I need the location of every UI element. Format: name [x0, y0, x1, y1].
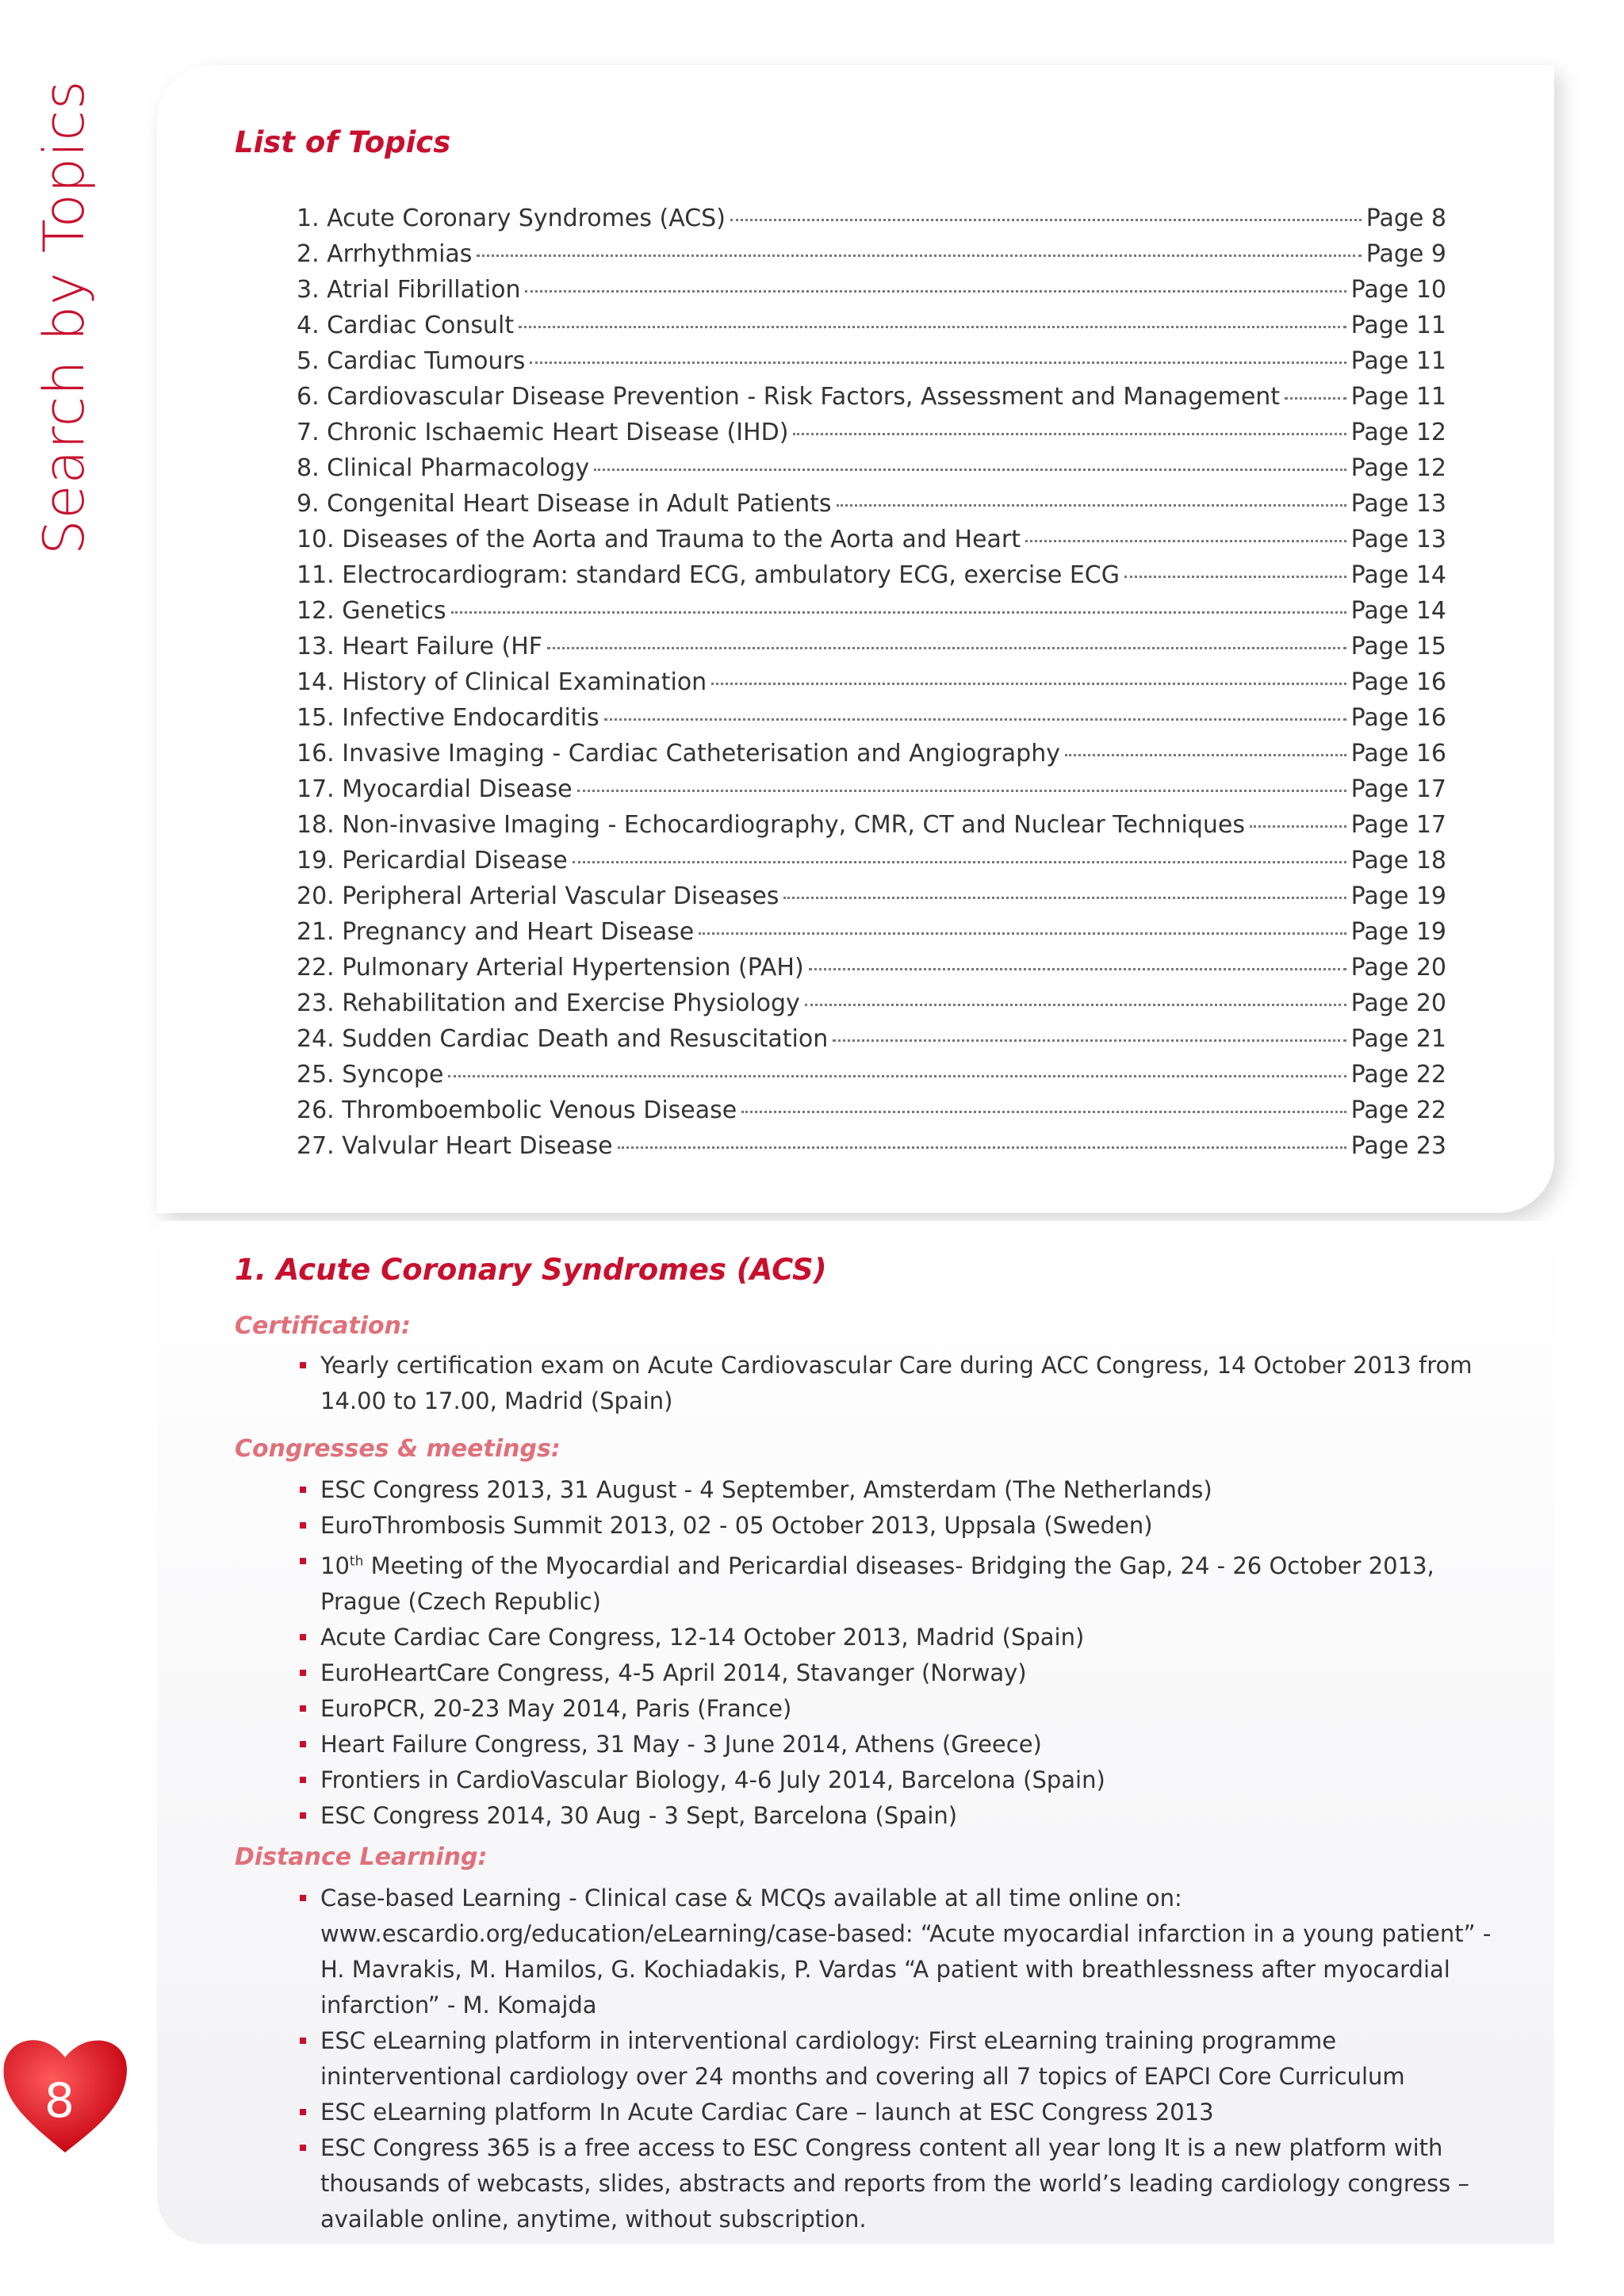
toc-leader — [573, 861, 1346, 863]
toc-leader — [547, 647, 1346, 649]
toc-leader — [793, 433, 1346, 435]
list-item-text: ESC Congress 2014, 30 Aug - 3 Sept, Barcelona (Spain) — [320, 1801, 958, 1829]
toc-item[interactable] — [297, 740, 1446, 775]
list-item — [300, 1881, 1513, 2023]
toc-leader — [699, 932, 1346, 935]
toc-page: Page 11 — [1350, 383, 1446, 411]
toc-item[interactable] — [297, 633, 1446, 668]
toc-label: 27. Valvular Heart Disease — [297, 1132, 613, 1160]
toc-label: 13. Heart Failure (HF — [297, 633, 543, 660]
toc-item[interactable] — [297, 561, 1446, 597]
toc-item[interactable] — [297, 1132, 1446, 1168]
toc-item[interactable] — [297, 240, 1446, 276]
toc-leader — [1065, 754, 1346, 756]
toc-list — [297, 205, 1446, 1168]
toc-page: Page 18 — [1350, 847, 1446, 874]
toc-item[interactable] — [297, 704, 1446, 740]
toc-page: Page 12 — [1350, 419, 1446, 446]
toc-item[interactable] — [297, 1096, 1446, 1132]
list-item — [300, 1348, 1513, 1419]
toc-leader — [530, 362, 1346, 364]
toc-label: 3. Atrial Fibrillation — [297, 276, 521, 304]
toc-page: Page 22 — [1350, 1096, 1446, 1124]
list-item — [300, 1655, 1513, 1691]
distance-learning-heading: Distance Learning: — [235, 1843, 488, 1871]
list-item — [300, 1691, 1513, 1727]
toc-item[interactable] — [297, 419, 1446, 454]
list-item — [300, 1508, 1513, 1544]
toc-label: 8. Clinical Pharmacology — [297, 454, 590, 482]
toc-page: Page 12 — [1350, 454, 1446, 482]
toc-leader — [1025, 540, 1346, 542]
toc-leader — [519, 326, 1346, 328]
toc-label: 4. Cardiac Consult — [297, 312, 515, 339]
toc-label: 6. Cardiovascular Disease Prevention - Risk Factors, Assessment and Management — [297, 383, 1281, 411]
list-item-text: ESC eLearning platform In Acute Cardiac Care – launch at ESC Congress 2013 — [320, 2099, 1214, 2126]
toc-page: Page 11 — [1350, 312, 1446, 339]
toc-label: 19. Pericardial Disease — [297, 847, 568, 874]
toc-page: Page 16 — [1350, 704, 1446, 732]
toc-item[interactable] — [297, 989, 1446, 1025]
list-item-text: ESC eLearning platform in interventional cardiology: First eLearning training programme ininterventional cardiology over 24 months and covering all 7 topics of EAPCI Core Curriculum — [320, 2027, 1405, 2090]
list-item — [300, 2095, 1513, 2130]
list-item — [300, 1472, 1513, 1508]
toc-label: 10. Diseases of the Aorta and Trauma to the Aorta and Heart — [297, 526, 1021, 553]
toc-item[interactable] — [297, 526, 1446, 561]
certification-heading: Certification: — [235, 1312, 412, 1340]
meeting-text: Meeting of the Myocardial and Pericardial diseases- Bridging the Gap, 24 - 26 October 2013, Prague (Czech Republic) — [320, 1552, 1434, 1615]
toc-label: 18. Non-invasive Imaging - Echocardiography, CMR, CT and Nuclear Techniques — [297, 811, 1245, 839]
list-item — [300, 1544, 1513, 1620]
meeting-number: 10 — [320, 1552, 350, 1579]
toc-leader — [525, 290, 1346, 293]
list-item-text: EuroHeartCare Congress, 4-5 April 2014, Stavanger (Norway) — [320, 1659, 1027, 1686]
toc-item[interactable] — [297, 347, 1446, 383]
toc-item[interactable] — [297, 811, 1446, 847]
toc-page: Page 23 — [1350, 1132, 1446, 1160]
toc-leader — [477, 254, 1361, 257]
side-title: Search by Topics — [32, 79, 97, 555]
toc-leader — [448, 1075, 1346, 1077]
toc-label: 9. Congenital Heart Disease in Adult Patients — [297, 490, 832, 518]
list-item — [300, 1798, 1513, 1834]
toc-page: Page 14 — [1350, 597, 1446, 625]
toc-page: Page 19 — [1350, 918, 1446, 946]
distance-learning-list — [300, 1881, 1513, 2237]
list-item-text: Yearly certification exam on Acute Cardiovascular Care during ACC Congress, 14 October 2013 from 14.00 to 17.00, Madrid (Spain) — [320, 1352, 1473, 1414]
toc-item[interactable] — [297, 276, 1446, 312]
list-item — [300, 1762, 1513, 1798]
toc-label: 2. Arrhythmias — [297, 240, 473, 268]
list-item-text: Case-based Learning - Clinical case & MCQs available at all time online on: www.escardio.org/education/eLearning/case-based: “Acute myocardial infarction in a young patient” - H. Mavrakis, M. Hamilos, G. Kochiadakis, P. Vardas “A patient with breathlessness after myocardial infarction” - M. Komajda — [320, 1885, 1492, 2019]
toc-page: Page 8 — [1365, 205, 1446, 232]
congresses-list — [300, 1472, 1513, 1834]
page-number: 8 — [44, 2073, 75, 2129]
toc-item[interactable] — [297, 1061, 1446, 1096]
toc-page: Page 9 — [1365, 240, 1446, 268]
toc-leader — [604, 718, 1346, 721]
toc-leader — [837, 504, 1346, 507]
toc-label: 15. Infective Endocarditis — [297, 704, 599, 732]
list-item — [300, 2130, 1513, 2237]
toc-leader — [741, 1111, 1346, 1113]
toc-item[interactable] — [297, 205, 1446, 240]
toc-label: 5. Cardiac Tumours — [297, 347, 526, 375]
toc-page: Page 21 — [1350, 1025, 1446, 1053]
meeting-suffix: th — [349, 1553, 364, 1569]
toc-page: Page 20 — [1350, 954, 1446, 982]
list-item-text: ESC Congress 2013, 31 August - 4 September, Amsterdam (The Netherlands) — [320, 1476, 1212, 1503]
section-title: 1. Acute Coronary Syndromes (ACS) — [235, 1253, 827, 1287]
toc-leader — [451, 611, 1346, 614]
toc-page: Page 16 — [1350, 740, 1446, 767]
toc-page: Page 17 — [1350, 775, 1446, 803]
list-item — [300, 1620, 1513, 1655]
toc-leader — [730, 219, 1362, 221]
toc-label: 14. History of Clinical Examination — [297, 668, 707, 696]
toc-page: Page 15 — [1350, 633, 1446, 660]
toc-item[interactable] — [297, 775, 1446, 811]
toc-page: Page 10 — [1350, 276, 1446, 304]
toc-page: Page 20 — [1350, 989, 1446, 1017]
toc-item[interactable] — [297, 882, 1446, 918]
toc-label: 20. Peripheral Arterial Vascular Diseases — [297, 882, 779, 910]
toc-item[interactable] — [297, 1025, 1446, 1061]
toc-item[interactable] — [297, 490, 1446, 526]
toc-leader — [1124, 576, 1346, 578]
list-item-text: EuroPCR, 20-23 May 2014, Paris (France) — [320, 1694, 792, 1722]
toc-title: List of Topics — [235, 125, 451, 159]
toc-page: Page 13 — [1350, 526, 1446, 553]
toc-leader — [1285, 397, 1346, 400]
toc-leader — [1250, 825, 1346, 828]
list-item-text: ESC Congress 365 is a free access to ESC Congress content all year long It is a new platform with thousands of webcasts, slides, abstracts and reports from the world’s leading cardiology congress – available online, anytime, without subscription. — [320, 2134, 1469, 2233]
congresses-heading: Congresses & meetings: — [235, 1435, 561, 1463]
toc-label: 11. Electrocardiogram: standard ECG, ambulatory ECG, exercise ECG — [297, 561, 1120, 589]
toc-page: Page 11 — [1350, 347, 1446, 375]
toc-leader — [783, 897, 1346, 899]
toc-page: Page 22 — [1350, 1061, 1446, 1089]
toc-label: 16. Invasive Imaging - Cardiac Catheterisation and Angiography — [297, 740, 1060, 767]
list-item-text: Heart Failure Congress, 31 May - 3 June 2014, Athens (Greece) — [320, 1730, 1042, 1758]
toc-leader — [618, 1146, 1346, 1149]
toc-item[interactable] — [297, 383, 1446, 419]
toc-page: Page 16 — [1350, 668, 1446, 696]
toc-leader — [805, 1004, 1346, 1006]
toc-label: 21. Pregnancy and Heart Disease — [297, 918, 695, 946]
toc-leader — [577, 790, 1346, 792]
toc-item[interactable] — [297, 918, 1446, 954]
list-item-text: Acute Cardiac Care Congress, 12-14 October 2013, Madrid (Spain) — [320, 1623, 1085, 1651]
toc-item[interactable] — [297, 847, 1446, 882]
toc-label: 24. Sudden Cardiac Death and Resuscitation — [297, 1025, 829, 1053]
toc-label: 17. Myocardial Disease — [297, 775, 573, 803]
toc-label: 12. Genetics — [297, 597, 446, 625]
toc-label: 26. Thromboembolic Venous Disease — [297, 1096, 737, 1124]
toc-item[interactable] — [297, 954, 1446, 989]
toc-leader — [594, 469, 1346, 471]
list-item — [300, 2023, 1513, 2095]
toc-page: Page 14 — [1350, 561, 1446, 589]
list-item-text: Frontiers in CardioVascular Biology, 4-6 July 2014, Barcelona (Spain) — [320, 1766, 1105, 1793]
toc-label: 25. Syncope — [297, 1061, 444, 1089]
toc-label: 22. Pulmonary Arterial Hypertension (PAH) — [297, 954, 804, 982]
toc-item[interactable] — [297, 454, 1446, 490]
toc-leader — [809, 968, 1346, 970]
toc-item[interactable] — [297, 597, 1446, 633]
list-item — [300, 1727, 1513, 1762]
list-item-text — [320, 1552, 1434, 1615]
certification-list — [300, 1348, 1513, 1419]
toc-item[interactable] — [297, 668, 1446, 704]
toc-label: 7. Chronic Ischaemic Heart Disease (IHD) — [297, 419, 789, 446]
toc-label: 1. Acute Coronary Syndromes (ACS) — [297, 205, 726, 232]
list-item-text: EuroThrombosis Summit 2013, 02 - 05 October 2013, Uppsala (Sweden) — [320, 1512, 1153, 1539]
toc-leader — [711, 683, 1346, 685]
toc-page: Page 13 — [1350, 490, 1446, 518]
toc-label: 23. Rehabilitation and Exercise Physiology — [297, 989, 800, 1017]
toc-item[interactable] — [297, 312, 1446, 347]
toc-page: Page 17 — [1350, 811, 1446, 839]
toc-leader — [833, 1039, 1346, 1042]
toc-page: Page 19 — [1350, 882, 1446, 910]
